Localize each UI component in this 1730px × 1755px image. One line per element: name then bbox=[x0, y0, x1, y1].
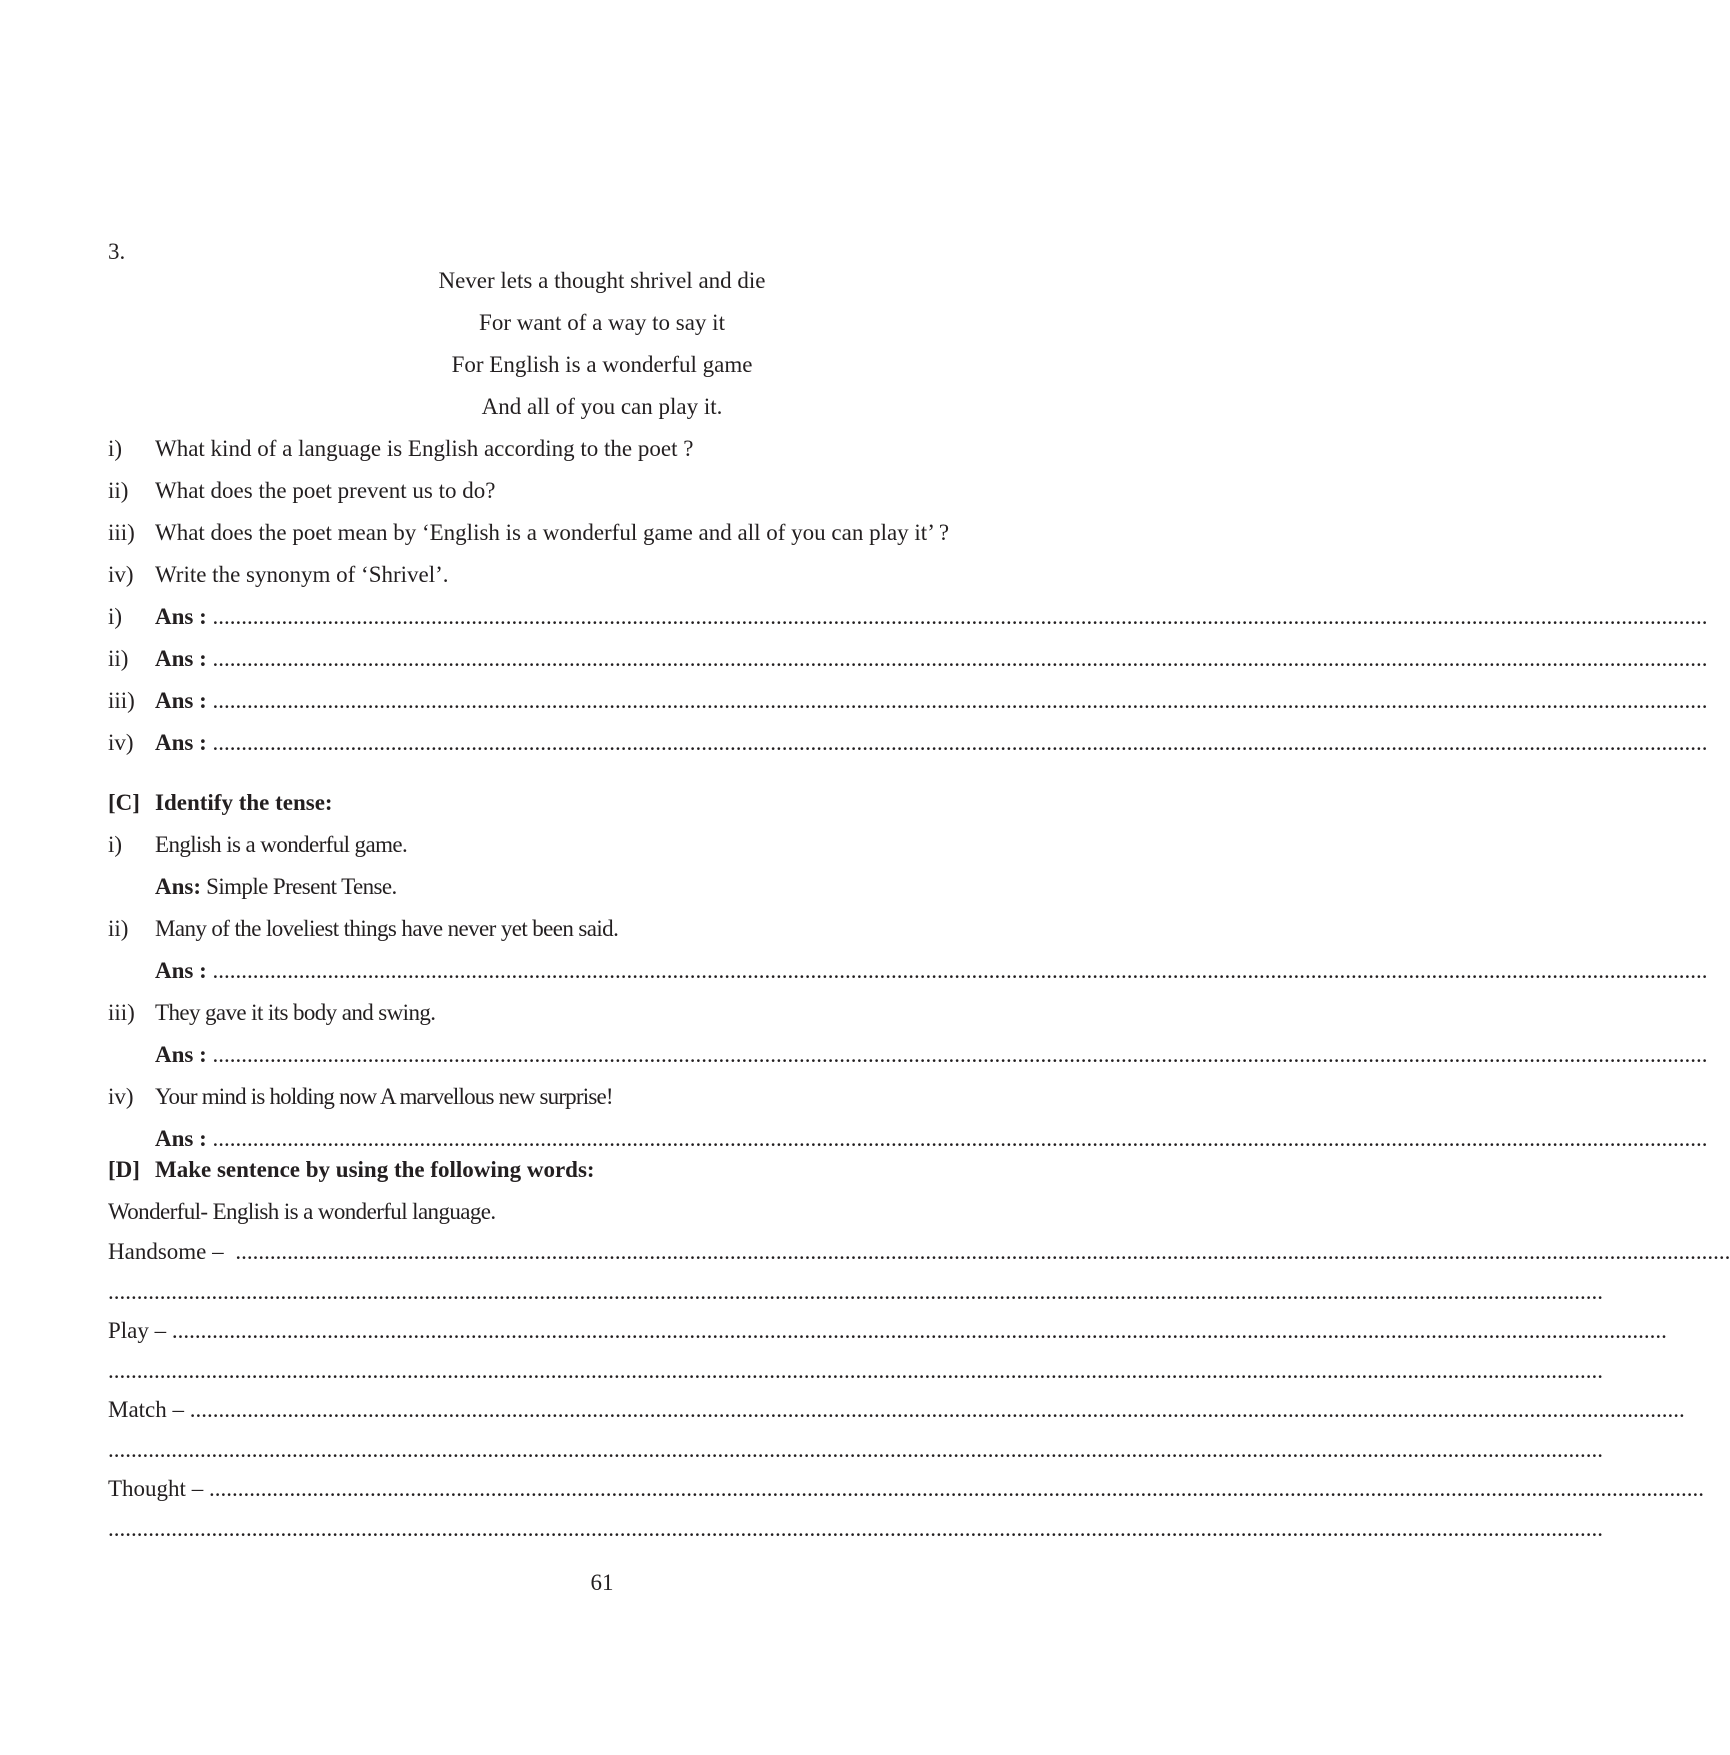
answer-line[interactable] bbox=[155, 688, 1708, 713]
word-label: Match – bbox=[108, 1397, 185, 1422]
page-number: 61 bbox=[590, 1570, 614, 1595]
answer-blank[interactable]: .................................................................................................................................................................................................................................................................... bbox=[212, 646, 1708, 671]
answer-prefix: Ans : bbox=[155, 646, 207, 671]
answer-prefix: Ans : bbox=[155, 730, 207, 755]
question-number: 3. bbox=[108, 239, 126, 264]
tense-answer-line[interactable] bbox=[155, 1042, 1708, 1067]
question-label: i) bbox=[108, 436, 123, 461]
question-text: What kind of a language is English according to the poet ? bbox=[155, 436, 694, 461]
question-label: ii) bbox=[108, 478, 129, 503]
answer-prefix: Ans : bbox=[155, 958, 207, 983]
answer-line[interactable] bbox=[155, 604, 1708, 629]
answer-blank[interactable]: .................................................................................................................................................................................................................................................................... bbox=[212, 958, 1708, 983]
answer-blank[interactable]: .................................................................................................................................................................................................................................................................... bbox=[212, 1126, 1708, 1151]
word-label: Handsome – bbox=[108, 1239, 224, 1264]
answer-label: iii) bbox=[108, 688, 135, 713]
tense-answer: Ans: Simple Present Tense. bbox=[155, 874, 397, 899]
poem-line: For want of a way to say it bbox=[479, 310, 725, 335]
sentence-blank[interactable]: .................................................................................................................................................................................................................................................................... bbox=[108, 1516, 1603, 1541]
tense-sentence: Many of the loveliest things have never yet been said. bbox=[155, 916, 619, 941]
answer-prefix: Ans : bbox=[155, 688, 207, 713]
continuation-line[interactable] bbox=[108, 1279, 1603, 1304]
answer-line[interactable] bbox=[155, 646, 1708, 671]
word-line[interactable] bbox=[108, 1476, 1704, 1501]
question-text: Write the synonym of ‘Shrivel’. bbox=[155, 562, 449, 587]
tense-answer-line[interactable] bbox=[155, 958, 1708, 983]
tense-item-label: iv) bbox=[108, 1084, 134, 1109]
question-label: iii) bbox=[108, 520, 135, 545]
tense-item-label: iii) bbox=[108, 1000, 135, 1025]
answer-label: iv) bbox=[108, 730, 134, 755]
tense-item-label: ii) bbox=[108, 916, 129, 941]
word-line[interactable] bbox=[108, 1318, 1667, 1343]
word-label: Thought – bbox=[108, 1476, 204, 1501]
answer-prefix: Ans : bbox=[155, 604, 207, 629]
tense-sentence: English is a wonderful game. bbox=[155, 832, 408, 857]
sentence-blank[interactable]: .................................................................................................................................................................................................................................................................... bbox=[189, 1397, 1685, 1422]
example-sentence: Wonderful- English is a wonderful language. bbox=[108, 1199, 496, 1224]
question-text: What does the poet mean by ‘English is a wonderful game and all of you can play it’ ? bbox=[155, 520, 950, 545]
question-text: What does the poet prevent us to do? bbox=[155, 478, 496, 503]
sentence-blank[interactable]: .................................................................................................................................................................................................................................................................... bbox=[108, 1437, 1603, 1462]
word-label: Play – bbox=[108, 1318, 167, 1343]
answer-prefix: Ans : bbox=[155, 1126, 207, 1151]
answer-label: i) bbox=[108, 604, 123, 629]
sentence-blank[interactable]: .................................................................................................................................................................................................................................................................... bbox=[108, 1279, 1603, 1304]
answer-blank[interactable]: .................................................................................................................................................................................................................................................................... bbox=[212, 730, 1708, 755]
word-line[interactable] bbox=[108, 1397, 1685, 1422]
word-line[interactable] bbox=[108, 1239, 1730, 1264]
answer-line[interactable] bbox=[155, 730, 1708, 755]
section-heading: Make sentence by using the following words: bbox=[155, 1157, 595, 1182]
question-label: iv) bbox=[108, 562, 134, 587]
tense-sentence: Your mind is holding now A marvellous new surprise! bbox=[155, 1084, 613, 1109]
section-heading: Identify the tense: bbox=[155, 790, 333, 815]
answer-blank[interactable]: .................................................................................................................................................................................................................................................................... bbox=[212, 688, 1708, 713]
tense-item-label: i) bbox=[108, 832, 123, 857]
answer-label: ii) bbox=[108, 646, 129, 671]
answer-prefix: Ans : bbox=[155, 1042, 207, 1067]
section-label: [D] bbox=[108, 1157, 140, 1182]
continuation-line[interactable] bbox=[108, 1437, 1603, 1462]
sentence-blank[interactable]: .................................................................................................................................................................................................................................................................... bbox=[108, 1358, 1603, 1383]
poem-line: Never lets a thought shrivel and die bbox=[438, 268, 766, 293]
poem-line: And all of you can play it. bbox=[481, 394, 723, 419]
section-label: [C] bbox=[108, 790, 140, 815]
answer-blank[interactable]: .................................................................................................................................................................................................................................................................... bbox=[212, 1042, 1708, 1067]
sentence-blank[interactable]: .................................................................................................................................................................................................................................................................... bbox=[235, 1239, 1730, 1264]
poem-line: For English is a wonderful game bbox=[451, 352, 753, 377]
continuation-line[interactable] bbox=[108, 1358, 1603, 1383]
sentence-blank[interactable]: .................................................................................................................................................................................................................................................................... bbox=[171, 1318, 1667, 1343]
tense-answer-line[interactable] bbox=[155, 1126, 1708, 1151]
continuation-line[interactable] bbox=[108, 1516, 1603, 1541]
answer-blank[interactable]: .................................................................................................................................................................................................................................................................... bbox=[212, 604, 1708, 629]
tense-sentence: They gave it its body and swing. bbox=[155, 1000, 436, 1025]
sentence-blank[interactable]: .................................................................................................................................................................................................................................................................... bbox=[208, 1476, 1704, 1501]
